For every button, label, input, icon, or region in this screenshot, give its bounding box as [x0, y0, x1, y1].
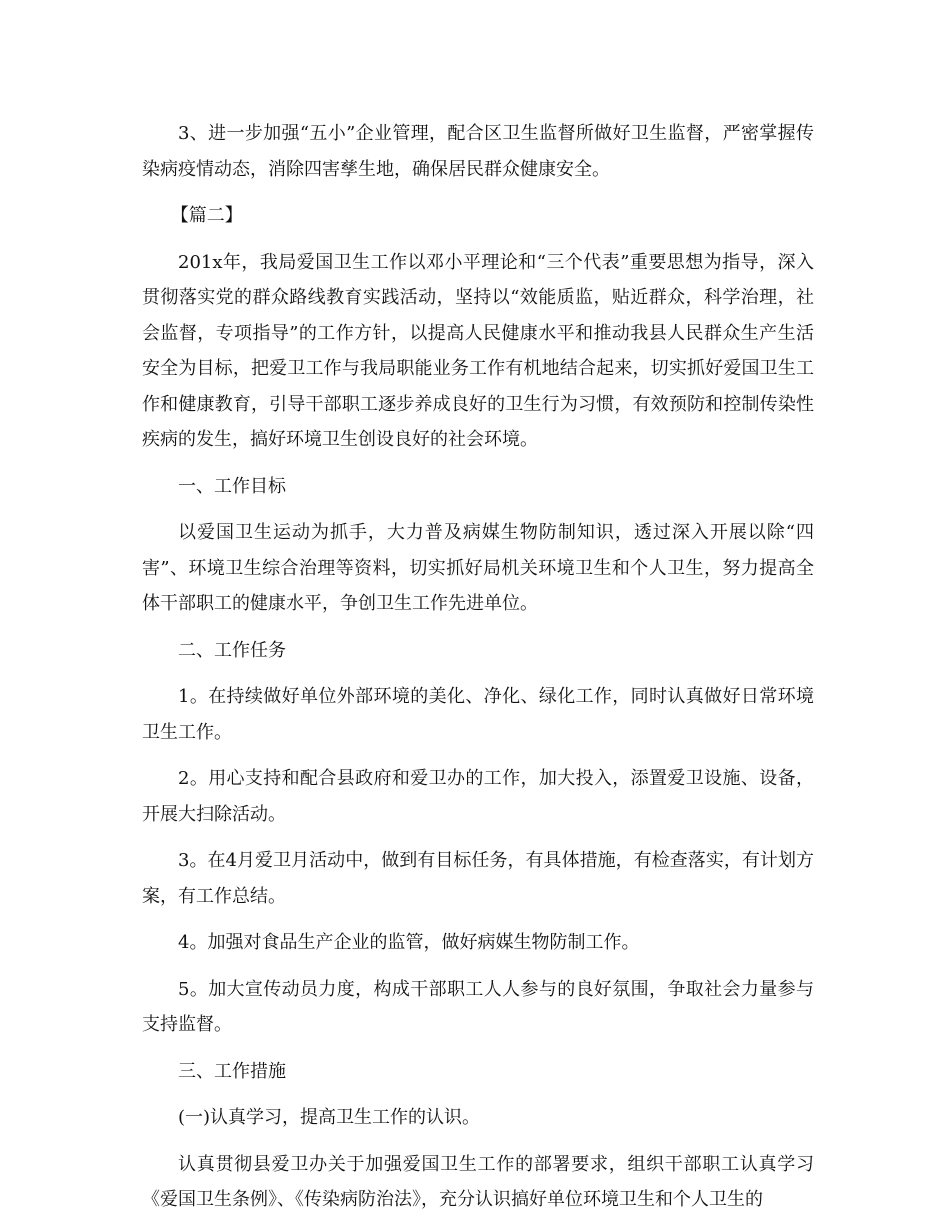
section-title: 二、工作任务	[178, 639, 286, 661]
subsection-title: (一)认真学习，提高卫生工作的认识。	[178, 1107, 481, 1128]
document-page	[142, 116, 814, 1229]
section-title: 三、工作措施	[178, 1060, 286, 1082]
list-item: 4。加强对食品生产企业的监管，做好病媒生物防制工作。	[178, 932, 640, 953]
paragraph: 3、进一步加强“五小”企业管理，配合区卫生监督所做好卫生监督，严密掌握传染病疫情动态，消除四害孳生地，确保居民群众健康安全。	[142, 123, 814, 180]
section-heading: 【篇二】	[170, 205, 243, 226]
list-item: 1。在持续做好单位外部环境的美化、净化、绿化工作，同时认真做好日常环境卫生工作。	[142, 686, 814, 743]
section-title: 一、工作目标	[178, 475, 286, 497]
paragraph: 以爱国卫生运动为抓手，大力普及病媒生物防制知识，透过深入开展以除“四害”、环境卫生综合治理等资料，切实抓好局机关环境卫生和个人卫生，努力提高全体干部职工的健康水平，争创卫生工作先进单位。	[142, 522, 814, 614]
paragraph: 认真贯彻县爱卫办关于加强爱国卫生工作的部署要求，组织干部职工认真学习《爱国卫生条例》、《传染病防治法》，充分认识搞好单位环境卫生和个人卫生的	[142, 1153, 814, 1210]
paragraph: 201x年，我局爱国卫生工作以邓小平理论和“三个代表”重要思想为指导，深入贯彻落实党的群众路线教育实践活动，坚持以“效能质监，贴近群众，科学治理，社会监督，专项指导”的工作方针，以提高人民健康水平和推动我县人民群众生产生活安全为目标，把爱卫工作与我局职能业务工作有机地结合起来，切实抓好爱国卫生工作和健康教育，引导干部职工逐步养成良好的卫生行为习惯，有效预防和控制传染性疾病的发生，搞好环境卫生创设良好的社会环境。	[142, 251, 814, 450]
list-item: 5。加大宣传动员力度，构成干部职工人人参与的良好氛围，争取社会力量参与支持监督。	[142, 978, 814, 1035]
list-item: 2。用心支持和配合县政府和爱卫办的工作，加大投入，添置爱卫设施、设备，开展大扫除活动。	[142, 768, 814, 825]
list-item: 3。在4月爱卫月活动中，做到有目标任务，有具体措施，有检查落实，有计划方案，有工作总结。	[142, 850, 814, 907]
